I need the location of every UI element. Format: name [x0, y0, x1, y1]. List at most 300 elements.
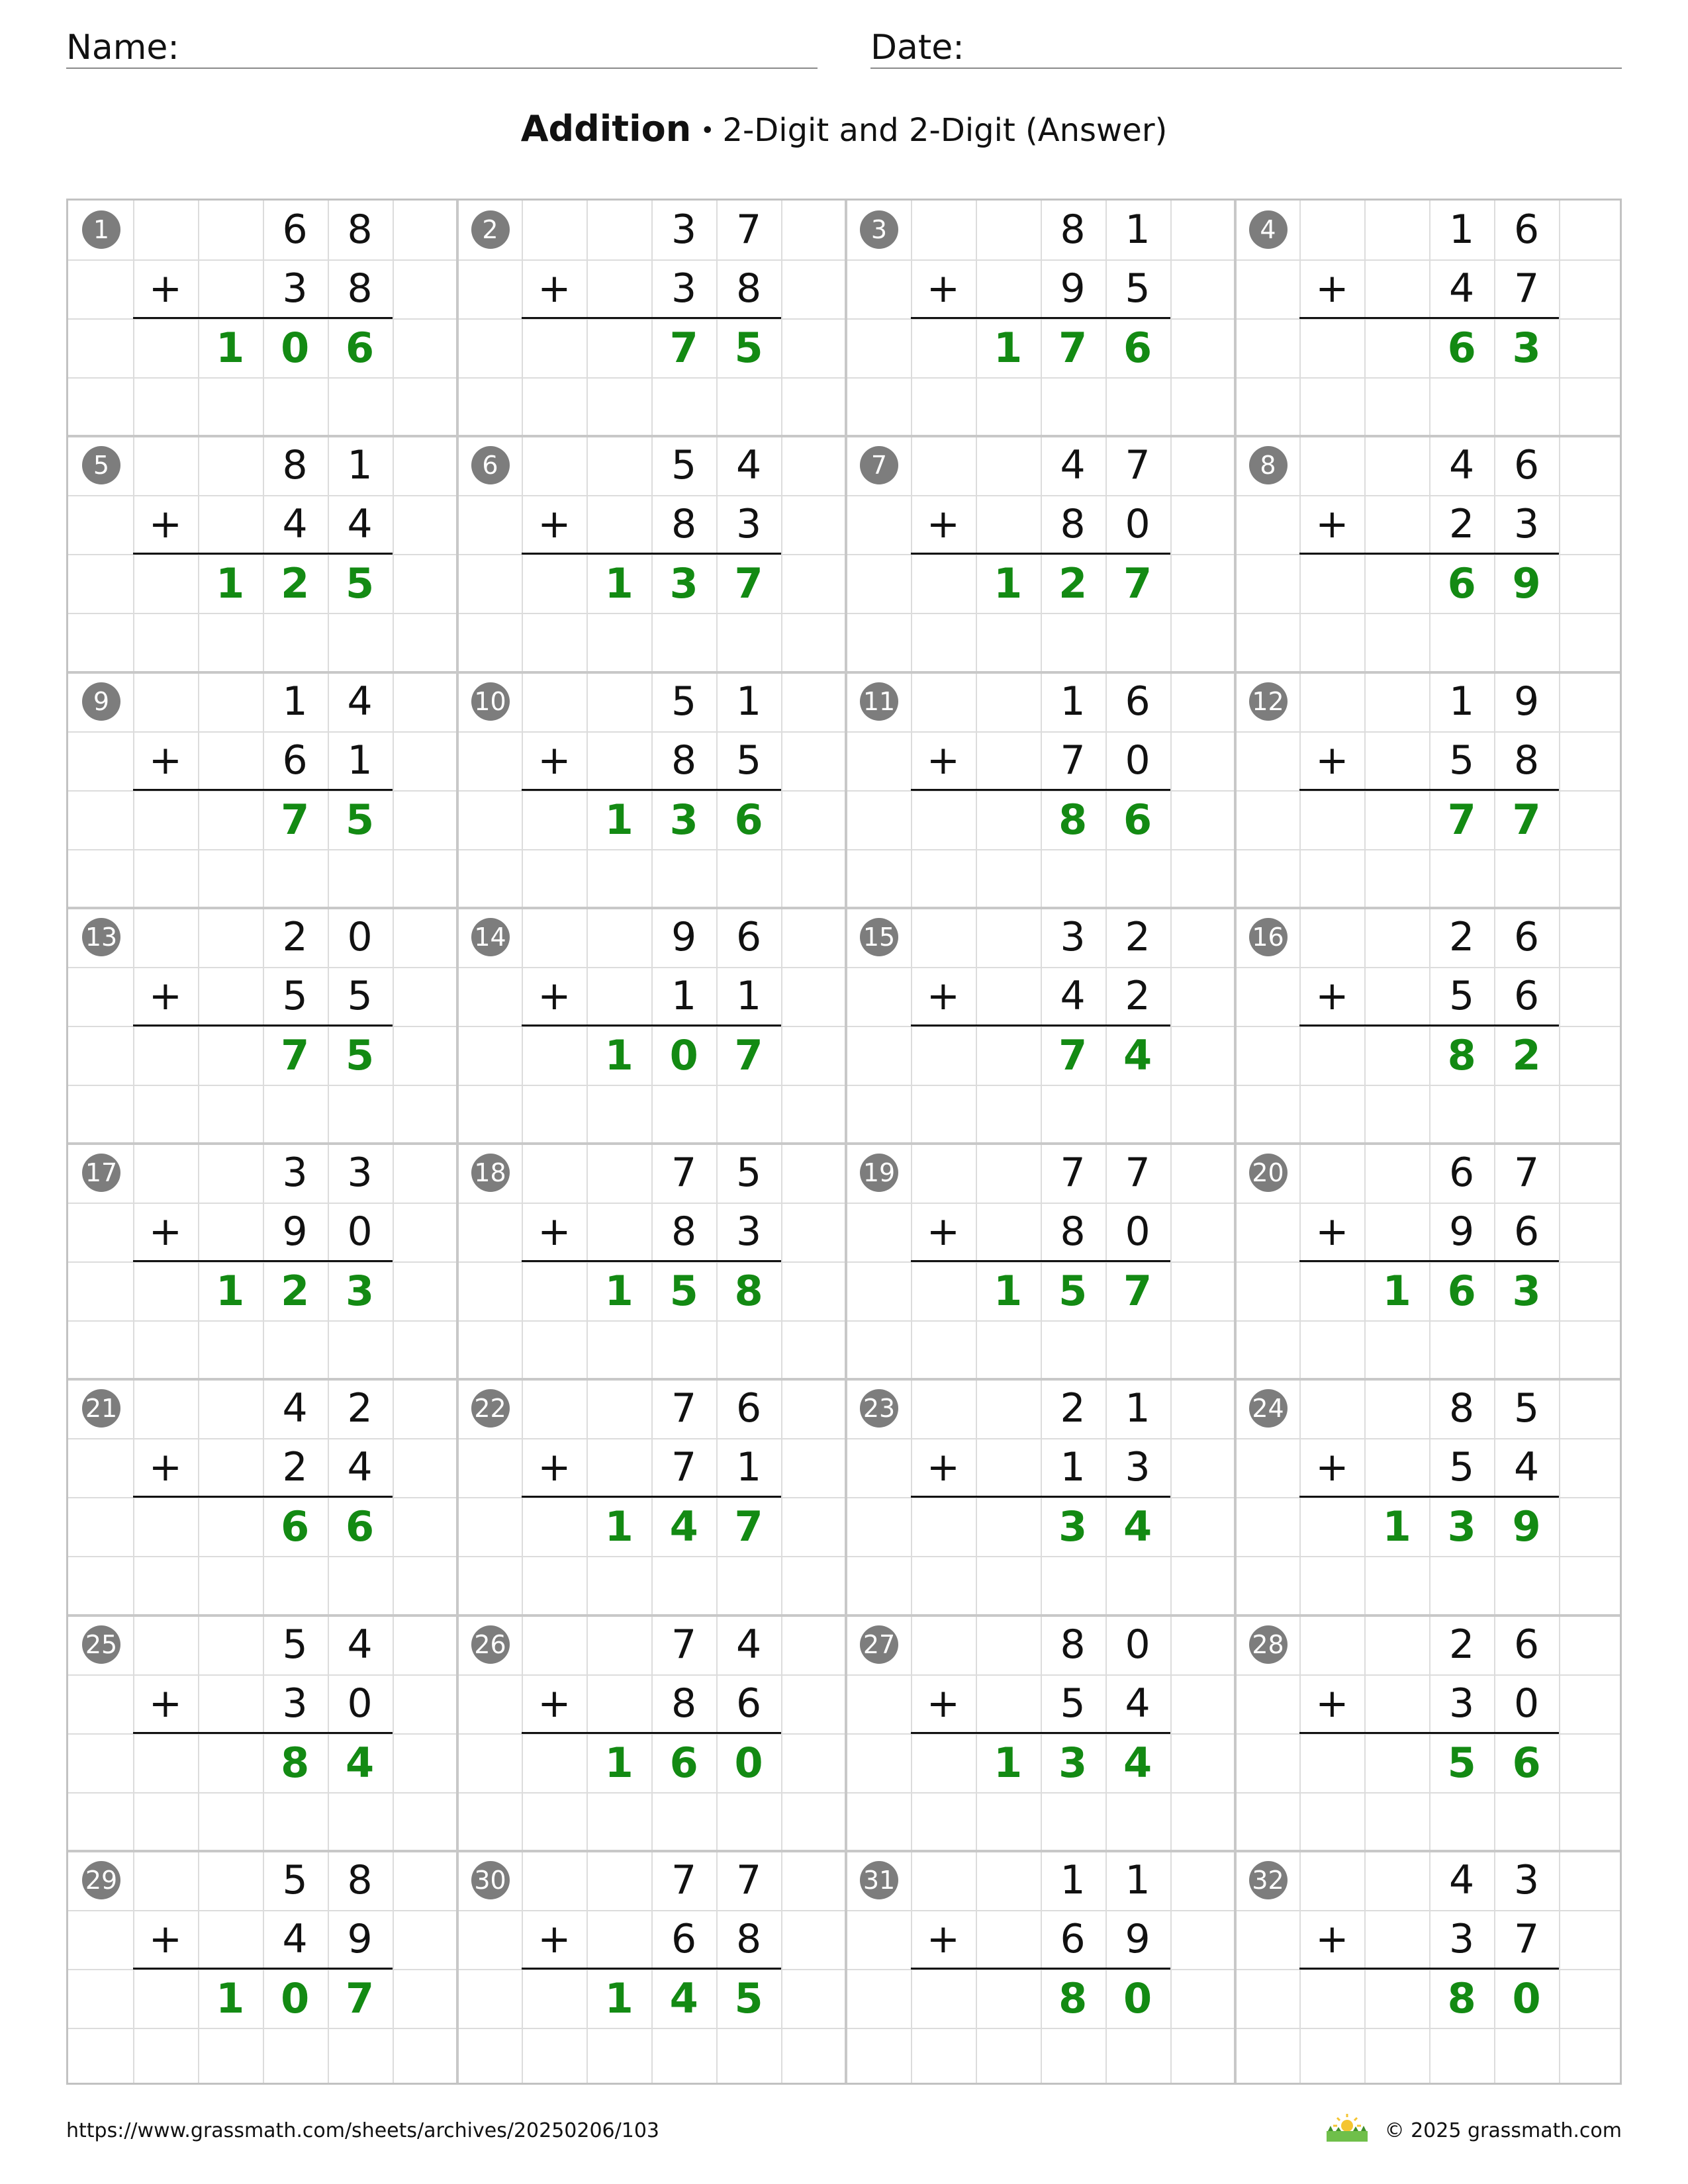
- answer-digit: 1: [994, 559, 1023, 608]
- grid-divider: [1234, 1142, 1237, 1381]
- addend-digit: 2: [1060, 1385, 1086, 1432]
- answer-digit: 3: [345, 1267, 375, 1315]
- addend-digit: 1: [1125, 1856, 1150, 1903]
- grid-line: [68, 1792, 457, 1794]
- addend-digit: 7: [671, 1150, 697, 1196]
- problem-number-badge: 32: [1249, 1861, 1288, 1899]
- problem-number-badge: 23: [860, 1389, 898, 1428]
- addend-digit: 6: [1060, 1915, 1086, 1962]
- answer-digit: 7: [669, 324, 698, 372]
- plus-sign: +: [538, 737, 571, 784]
- problem-12: [1235, 672, 1622, 908]
- answer-digit: 7: [734, 1502, 763, 1551]
- plus-sign: +: [148, 501, 182, 548]
- plus-sign: +: [1315, 1680, 1349, 1727]
- problem-27: [846, 1615, 1235, 1851]
- addend-digit: 8: [671, 737, 697, 784]
- plus-sign: +: [538, 1915, 571, 1962]
- addend-digit: 5: [347, 972, 373, 1019]
- answer-digit: 8: [734, 1267, 763, 1315]
- grid-line: [846, 377, 1235, 379]
- answer-digit: 3: [669, 559, 698, 608]
- grid-line: [1235, 1438, 1622, 1439]
- addend-digit: 8: [347, 206, 373, 253]
- addend-digit: 4: [735, 1621, 762, 1668]
- addend-digit: 0: [347, 1680, 373, 1727]
- grid-divider: [1234, 671, 1237, 909]
- answer-digit: 7: [1447, 795, 1476, 844]
- plus-sign: +: [1315, 1915, 1349, 1962]
- addend-digit: 5: [735, 737, 762, 784]
- addend-digit: 2: [1449, 501, 1475, 548]
- addend-digit: 2: [1125, 972, 1150, 1019]
- addend-digit: 7: [1513, 1915, 1540, 1962]
- date-field[interactable]: [870, 20, 1622, 69]
- addend-digit: 6: [1513, 442, 1540, 489]
- addend-digit: 3: [282, 265, 308, 312]
- grid-divider: [456, 1850, 459, 2085]
- problem-number-badge: 21: [82, 1389, 120, 1428]
- addend-digit: 0: [347, 1208, 373, 1255]
- sum-line: [522, 789, 781, 791]
- addend-digit: 7: [1513, 265, 1540, 312]
- answer-digit: 7: [345, 1974, 375, 2023]
- addend-digit: 5: [671, 678, 697, 725]
- sum-line: [1299, 1260, 1559, 1262]
- answer-digit: 1: [604, 1030, 633, 1079]
- addend-digit: 7: [671, 1621, 697, 1668]
- problem-number-badge: 7: [860, 446, 898, 484]
- addend-digit: 1: [671, 972, 697, 1019]
- addend-digit: 7: [1125, 442, 1150, 489]
- addend-digit: 1: [1449, 206, 1475, 253]
- sum-line: [522, 1496, 781, 1498]
- plus-sign: +: [1315, 1444, 1349, 1491]
- addend-digit: 4: [1125, 1680, 1150, 1727]
- addend-digit: 6: [1513, 1208, 1540, 1255]
- grid-line: [1235, 1085, 1622, 1086]
- problem-number-badge: 16: [1249, 918, 1288, 956]
- answer-digit: 5: [734, 324, 763, 372]
- addend-digit: 3: [671, 206, 697, 253]
- problem-16: [1235, 908, 1622, 1144]
- answer-digit: 1: [604, 795, 633, 844]
- grid-line: [781, 1851, 782, 2085]
- addend-digit: 9: [1513, 678, 1540, 725]
- grid-line: [1235, 1320, 1622, 1322]
- plus-sign: +: [148, 265, 182, 312]
- addend-digit: 7: [671, 1385, 697, 1432]
- problem-7: [846, 436, 1235, 672]
- grid-divider: [1234, 1378, 1237, 1616]
- addend-digit: 7: [735, 206, 762, 253]
- addend-digit: 5: [1513, 1385, 1540, 1432]
- problem-number-badge: 11: [860, 682, 898, 721]
- problem-number-badge: 9: [82, 682, 120, 721]
- answer-digit: 1: [216, 1974, 245, 2023]
- plus-sign: +: [538, 972, 571, 1019]
- addend-digit: 3: [282, 1150, 308, 1196]
- problem-number-badge: 14: [471, 918, 510, 956]
- addend-digit: 3: [1513, 1856, 1540, 1903]
- addend-digit: 0: [1513, 1680, 1540, 1727]
- answer-digit: 5: [345, 795, 375, 844]
- addend-digit: 0: [1125, 1621, 1150, 1668]
- answer-digit: 4: [345, 1738, 375, 1787]
- answer-digit: 8: [1447, 1030, 1476, 1079]
- addend-digit: 6: [1513, 1621, 1540, 1668]
- addend-digit: 9: [282, 1208, 308, 1255]
- problem-24: [1235, 1379, 1622, 1615]
- problem-8: [1235, 436, 1622, 672]
- grid-line: [68, 1085, 457, 1086]
- addend-digit: 3: [1125, 1444, 1150, 1491]
- addend-digit: 8: [735, 1915, 762, 1962]
- addend-digit: 0: [1125, 501, 1150, 548]
- grid-line: [846, 1556, 1235, 1557]
- plus-sign: +: [148, 1915, 182, 1962]
- answer-digit: 2: [1512, 1030, 1541, 1079]
- addend-digit: 6: [1125, 678, 1150, 725]
- answer-digit: 7: [1123, 1267, 1152, 1315]
- addend-digit: 5: [735, 1150, 762, 1196]
- answer-digit: 1: [994, 324, 1023, 372]
- grid-divider: [1234, 435, 1237, 673]
- sum-line: [522, 1968, 781, 1970]
- grid-line: [68, 613, 457, 614]
- addend-digit: 6: [282, 737, 308, 784]
- problem-21: [68, 1379, 457, 1615]
- grid-line: [1235, 1203, 1622, 1204]
- addend-digit: 6: [1513, 972, 1540, 1019]
- answer-digit: 7: [281, 795, 310, 844]
- grid-line: [1235, 1910, 1622, 1911]
- addend-digit: 8: [347, 265, 373, 312]
- addend-digit: 4: [1060, 442, 1086, 489]
- problem-19: [846, 1144, 1235, 1379]
- answer-digit: 7: [1512, 795, 1541, 844]
- sum-line: [133, 1732, 393, 1734]
- addend-digit: 4: [282, 1385, 308, 1432]
- addend-digit: 8: [1060, 501, 1086, 548]
- addend-digit: 7: [671, 1856, 697, 1903]
- answer-digit: 1: [604, 1267, 633, 1315]
- grid-line: [1235, 1792, 1622, 1794]
- grid-divider: [456, 1614, 459, 1852]
- addend-digit: 3: [735, 1208, 762, 1255]
- grid-divider: [845, 1378, 847, 1616]
- addend-digit: 1: [735, 678, 762, 725]
- problem-23: [846, 1379, 1235, 1615]
- addend-digit: 6: [1513, 206, 1540, 253]
- grid-line: [1235, 495, 1622, 496]
- grid-divider: [1234, 199, 1237, 437]
- addend-digit: 4: [347, 501, 373, 548]
- answer-digit: 0: [669, 1030, 698, 1079]
- problem-number-badge: 4: [1249, 210, 1288, 249]
- problem-number-badge: 26: [471, 1625, 510, 1664]
- grid-divider: [845, 907, 847, 1145]
- title-main: Addition: [520, 108, 692, 150]
- addend-digit: 7: [1513, 1150, 1540, 1196]
- answer-digit: 4: [669, 1974, 698, 2023]
- grid-line: [457, 1320, 847, 1322]
- addend-digit: 7: [1060, 737, 1086, 784]
- answer-digit: 1: [994, 1267, 1023, 1315]
- grid-divider: [1234, 907, 1622, 909]
- sum-line: [1299, 1024, 1559, 1026]
- sum-line: [911, 1968, 1170, 1970]
- answer-digit: 7: [1058, 324, 1088, 372]
- answer-digit: 3: [669, 795, 698, 844]
- sum-line: [1299, 553, 1559, 555]
- answer-digit: 5: [734, 1974, 763, 2023]
- answer-digit: 7: [734, 1030, 763, 1079]
- grid-divider: [1234, 1614, 1237, 1852]
- sum-line: [1299, 789, 1559, 791]
- plus-sign: +: [926, 501, 960, 548]
- sum-line: [133, 789, 393, 791]
- addend-digit: 9: [1060, 265, 1086, 312]
- plus-sign: +: [538, 265, 571, 312]
- addend-digit: 4: [347, 1444, 373, 1491]
- addend-digit: 1: [1449, 678, 1475, 725]
- problem-10: [457, 672, 847, 908]
- addend-digit: 6: [671, 1915, 697, 1962]
- answer-digit: 1: [1382, 1267, 1411, 1315]
- answer-digit: 6: [734, 795, 763, 844]
- grid-divider: [1234, 1378, 1622, 1381]
- sum-line: [133, 1968, 393, 1970]
- grid-divider: [456, 907, 459, 1145]
- grid-line: [1235, 259, 1622, 261]
- answer-digit: 0: [734, 1738, 763, 1787]
- answer-digit: 1: [604, 559, 633, 608]
- grid-divider: [1234, 435, 1622, 437]
- addend-digit: 6: [1513, 913, 1540, 960]
- name-label: Name:: [66, 28, 179, 68]
- answer-digit: 6: [1447, 1267, 1476, 1315]
- addend-digit: 8: [1060, 1621, 1086, 1668]
- addend-digit: 4: [1513, 1444, 1540, 1491]
- answer-digit: 7: [734, 559, 763, 608]
- footer-copyright: © 2025 grassmath.com: [1384, 2119, 1622, 2142]
- plus-sign: +: [148, 1680, 182, 1727]
- addend-digit: 1: [347, 737, 373, 784]
- plus-sign: +: [1315, 501, 1349, 548]
- addend-digit: 8: [1449, 1385, 1475, 1432]
- problem-number-badge: 8: [1249, 446, 1288, 484]
- plus-sign: +: [926, 737, 960, 784]
- grid-divider: [456, 199, 459, 437]
- problem-number-badge: 5: [82, 446, 120, 484]
- title-bullet: •: [700, 117, 715, 145]
- answer-digit: 3: [1447, 1502, 1476, 1551]
- answer-digit: 8: [1058, 795, 1088, 844]
- addend-digit: 7: [671, 1444, 697, 1491]
- answer-digit: 2: [281, 1267, 310, 1315]
- sum-line: [133, 553, 393, 555]
- answer-digit: 6: [1512, 1738, 1541, 1787]
- problem-number-badge: 1: [82, 210, 120, 249]
- problem-number-badge: 3: [860, 210, 898, 249]
- sum-line: [911, 317, 1170, 319]
- answer-digit: 6: [669, 1738, 698, 1787]
- addend-digit: 3: [671, 265, 697, 312]
- problem-6: [457, 436, 847, 672]
- grid-line: [846, 2028, 1235, 2029]
- addend-digit: 4: [1449, 442, 1475, 489]
- problem-number-badge: 25: [82, 1625, 120, 1664]
- addend-digit: 1: [1060, 678, 1086, 725]
- name-field[interactable]: [66, 20, 818, 69]
- grid-divider: [845, 1850, 847, 2085]
- grid-line: [457, 613, 847, 614]
- answer-digit: 8: [1058, 1974, 1088, 2023]
- grid-line: [457, 1085, 847, 1086]
- grid-divider: [1234, 671, 1622, 674]
- sum-line: [1299, 317, 1559, 319]
- grid-divider: [456, 1142, 459, 1381]
- answer-digit: 4: [669, 1502, 698, 1551]
- sum-line: [522, 1732, 781, 1734]
- addend-digit: 5: [282, 1621, 308, 1668]
- addend-digit: 1: [1060, 1444, 1086, 1491]
- plus-sign: +: [926, 1444, 960, 1491]
- addend-digit: 3: [1513, 501, 1540, 548]
- addend-digit: 4: [735, 442, 762, 489]
- sum-line: [1299, 1496, 1559, 1498]
- grid-line: [846, 1085, 1235, 1086]
- grid-divider: [456, 671, 459, 909]
- addend-digit: 6: [735, 913, 762, 960]
- problem-number-badge: 10: [471, 682, 510, 721]
- problem-29: [68, 1851, 457, 2085]
- answer-digit: 6: [1123, 795, 1152, 844]
- addend-digit: 3: [1449, 1915, 1475, 1962]
- problem-14: [457, 908, 847, 1144]
- addend-digit: 8: [671, 1680, 697, 1727]
- grid-line: [457, 1556, 847, 1557]
- addend-digit: 8: [1513, 737, 1540, 784]
- sum-line: [522, 317, 781, 319]
- plus-sign: +: [926, 1680, 960, 1727]
- grid-line: [457, 849, 847, 850]
- answer-digit: 0: [281, 324, 310, 372]
- answer-digit: 8: [1447, 1974, 1476, 2023]
- addend-digit: 6: [735, 1385, 762, 1432]
- problem-15: [846, 908, 1235, 1144]
- addend-digit: 8: [1060, 206, 1086, 253]
- addend-digit: 1: [347, 442, 373, 489]
- answer-digit: 7: [1058, 1030, 1088, 1079]
- problem-3: [846, 201, 1235, 436]
- sum-line: [1299, 1732, 1559, 1734]
- sum-line: [911, 553, 1170, 555]
- addend-digit: 0: [347, 913, 373, 960]
- answer-digit: 9: [1512, 559, 1541, 608]
- problem-5: [68, 436, 457, 672]
- worksheet-title: [0, 106, 1688, 154]
- problem-number-badge: 22: [471, 1389, 510, 1428]
- grid-line: [1235, 967, 1622, 968]
- answer-digit: 5: [1447, 1738, 1476, 1787]
- grid-line: [846, 1320, 1235, 1322]
- problem-number-badge: 18: [471, 1154, 510, 1192]
- plus-sign: +: [148, 1444, 182, 1491]
- answer-digit: 0: [281, 1974, 310, 2023]
- problem-17: [68, 1144, 457, 1379]
- footer-url: https://www.grassmath.com/sheets/archives/20250206/103: [66, 2119, 660, 2142]
- addend-digit: 1: [1125, 206, 1150, 253]
- grass-sun-logo-icon: [1324, 2111, 1370, 2143]
- answer-digit: 6: [1123, 324, 1152, 372]
- answer-digit: 5: [669, 1267, 698, 1315]
- addend-digit: 6: [282, 206, 308, 253]
- plus-sign: +: [926, 265, 960, 312]
- addend-digit: 9: [1449, 1208, 1475, 1255]
- answer-digit: 6: [1447, 559, 1476, 608]
- grid-divider: [845, 199, 847, 437]
- addend-digit: 8: [671, 501, 697, 548]
- grid-line: [457, 2028, 847, 2029]
- problem-number-badge: 28: [1249, 1625, 1288, 1664]
- problem-number-badge: 2: [471, 210, 510, 249]
- answer-digit: 0: [1512, 1974, 1541, 2023]
- problem-number-badge: 13: [82, 918, 120, 956]
- problem-number-badge: 30: [471, 1861, 510, 1899]
- problem-30: [457, 1851, 847, 2085]
- addend-digit: 3: [735, 501, 762, 548]
- addend-digit: 4: [347, 1621, 373, 1668]
- problem-number-badge: 17: [82, 1154, 120, 1192]
- grid-divider: [1234, 1850, 1622, 1852]
- addend-digit: 0: [1125, 737, 1150, 784]
- answer-digit: 5: [1058, 1267, 1088, 1315]
- answer-digit: 3: [1058, 1738, 1088, 1787]
- grid-line: [1235, 613, 1622, 614]
- problem-31: [846, 1851, 1235, 2085]
- addend-digit: 1: [1125, 1385, 1150, 1432]
- problem-number-badge: 24: [1249, 1389, 1288, 1428]
- sum-line: [911, 789, 1170, 791]
- addend-digit: 8: [735, 265, 762, 312]
- addend-digit: 4: [282, 501, 308, 548]
- addend-digit: 5: [671, 442, 697, 489]
- sum-line: [522, 1024, 781, 1026]
- grid-line: [68, 377, 457, 379]
- answer-digit: 4: [1123, 1502, 1152, 1551]
- plus-sign: +: [1315, 737, 1349, 784]
- answer-digit: 2: [281, 559, 310, 608]
- plus-sign: +: [538, 1444, 571, 1491]
- addend-digit: 9: [347, 1915, 373, 1962]
- answer-digit: 6: [281, 1502, 310, 1551]
- addend-digit: 9: [671, 913, 697, 960]
- plus-sign: +: [926, 1915, 960, 1962]
- addend-digit: 4: [1060, 972, 1086, 1019]
- problem-number-badge: 29: [82, 1861, 120, 1899]
- problem-13: [68, 908, 457, 1144]
- plus-sign: +: [1315, 1208, 1349, 1255]
- plus-sign: +: [1315, 265, 1349, 312]
- problem-32: [1235, 1851, 1622, 2085]
- addend-digit: 1: [1060, 1856, 1086, 1903]
- addend-digit: 1: [735, 1444, 762, 1491]
- grid-line: [1235, 731, 1622, 733]
- answer-digit: 1: [994, 1738, 1023, 1787]
- answer-digit: 1: [604, 1502, 633, 1551]
